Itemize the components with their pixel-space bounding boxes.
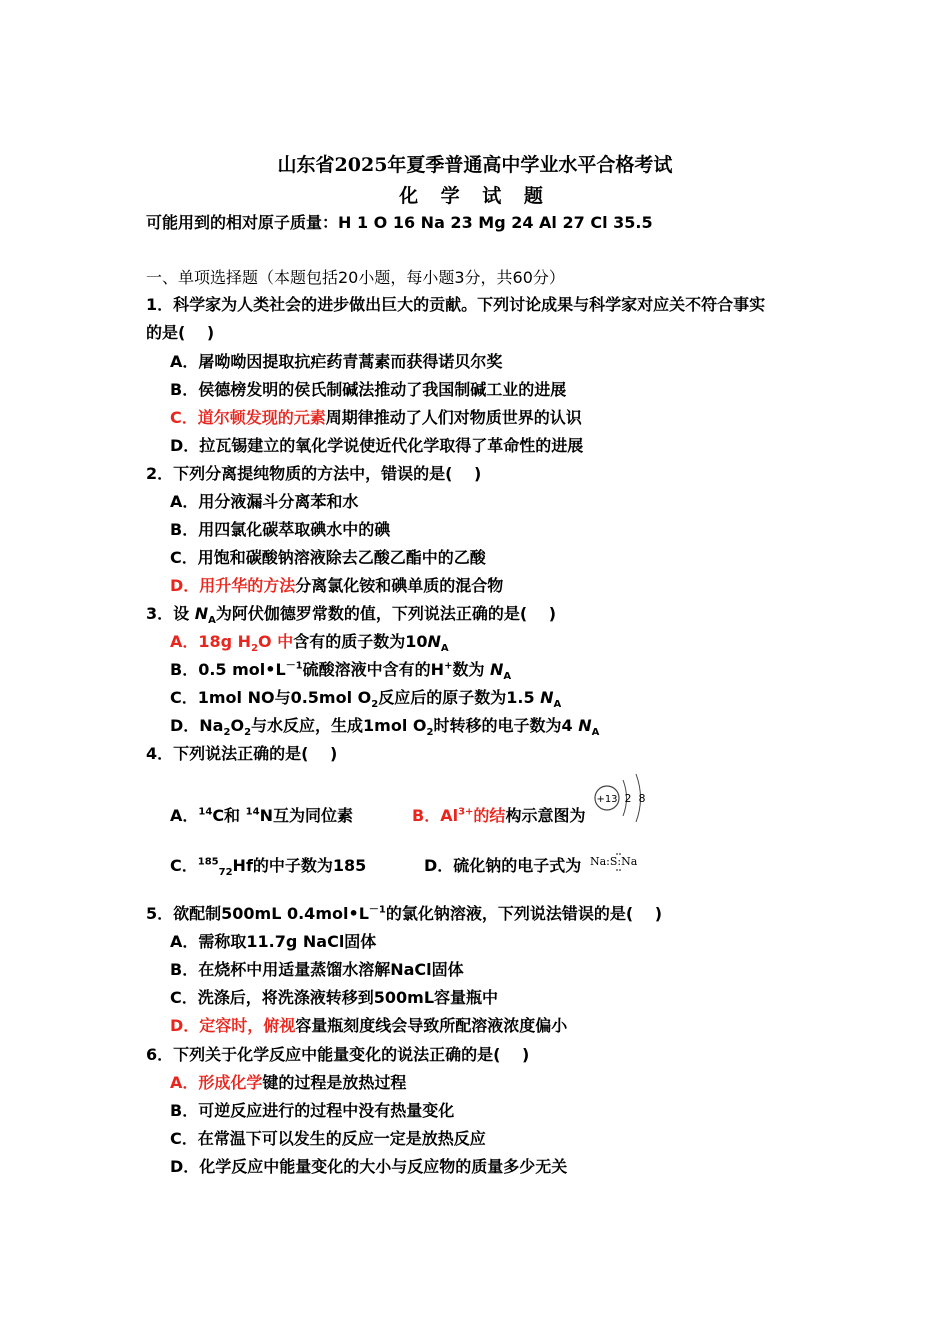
q3-c-part2: 反应后的原子数为1.5 <box>378 688 541 707</box>
al-ion-structure-diagram <box>592 770 652 826</box>
exam-subtitle: 化 学 试 题 <box>399 185 551 207</box>
q4-option-d: D．硫化钠的电子式为 <box>424 856 582 875</box>
q3-d-sub2: 2 <box>244 727 252 739</box>
exam-title: 山东省2025年夏季普通高中学业水平合格考试 <box>277 154 673 176</box>
q3-a-red-part1: A．18g H <box>170 632 252 651</box>
electron-dot <box>619 869 621 871</box>
q3-d-part3: 与水反应，生成1mol O <box>251 716 427 735</box>
q3-d-sub1: 2 <box>223 727 231 739</box>
q4-option-c <box>170 854 366 878</box>
q4-b-red2: 的结 <box>473 806 506 825</box>
q4-c-part2: Hf的中子数为185 <box>232 856 367 875</box>
q5-option-d-rest: 容量瓶刻度线会导致所配溶液浓度偏小 <box>295 1016 568 1035</box>
q4-option-b-highlight <box>412 806 505 825</box>
q4-b-rest: 构示意图为 <box>505 806 586 825</box>
na2s-electron-formula <box>588 850 650 874</box>
q1-option-c-highlight: C．道尔顿发现的元素 <box>170 408 326 427</box>
q4-b-red1: B．Al <box>412 806 459 825</box>
nucleus-charge: +13 <box>596 794 618 805</box>
q6-option-b: B．可逆反应进行的过程中没有热量变化 <box>170 1101 455 1120</box>
q3-stem <box>146 602 556 626</box>
q3-option-d <box>170 714 599 738</box>
electron-dot <box>619 853 621 855</box>
q2-option-d-rest: 分离氯化铵和碘单质的混合物 <box>295 576 504 595</box>
na-subscript: A <box>440 643 449 655</box>
q4-a-part2: C和 <box>212 806 246 825</box>
q6-option-d: D．化学反应中能量变化的大小与反应物的质量多少无关 <box>170 1157 568 1176</box>
q5-option-c: C．洗涤后，将洗涤液转移到500mL容量瓶中 <box>170 988 499 1007</box>
q3-option-b <box>170 658 511 682</box>
q3-a-red-sub: 2 <box>251 643 259 655</box>
na-symbol: N <box>490 660 504 679</box>
na2s-formula-text: Na:S:Na <box>590 855 638 868</box>
q3-a-red-part2: O 中 <box>258 632 294 651</box>
q3-d-part2: O <box>230 716 245 735</box>
q5-stem-sup: －1 <box>368 904 386 916</box>
q3-b-sup: －1 <box>285 660 303 672</box>
q3-b-part2: 硫酸溶液中含有的H <box>302 660 445 679</box>
q6-option-a-rest: 键的过程是放热过程 <box>262 1073 407 1092</box>
q3-a-rest: 含有的质子数为10 <box>293 632 428 651</box>
q2-option-a: A．用分液漏斗分离苯和水 <box>170 492 359 511</box>
q4-stem: 4．下列说法正确的是( ) <box>146 744 338 763</box>
q3-option-c <box>170 686 561 710</box>
q2-option-d <box>170 574 503 598</box>
q3-d-part1: D．Na <box>170 716 224 735</box>
q5-option-a: A．需称取11.7g NaCl固体 <box>170 932 377 951</box>
outer-shell-electrons: 8 <box>638 792 646 805</box>
q5-stem-part2: 的氯化钠溶液，下列说法错误的是( ) <box>385 904 663 923</box>
q3-b-part3: 数为 <box>452 660 491 679</box>
electron-dot <box>616 869 618 871</box>
q4-a-sup2: 14 <box>245 806 260 818</box>
q2-option-c: C．用饱和碳酸钠溶液除去乙酸乙酯中的乙酸 <box>170 548 486 567</box>
q3-option-a-highlight <box>170 632 294 655</box>
q6-option-a-highlight: A．形成化学 <box>170 1073 263 1092</box>
q3-stem-post: 为阿伏伽德罗常数的值，下列说法正确的是( ) <box>215 604 557 623</box>
q4-a-part3: N互为同位素 <box>259 806 353 825</box>
q4-b-red-sup: 3+ <box>458 806 474 818</box>
q2-option-d-highlight: D．用升华的方法 <box>170 576 296 595</box>
na-symbol: N <box>194 604 209 623</box>
q2-stem: 2．下列分离提纯物质的方法中，错误的是( ) <box>146 464 482 483</box>
q1-stem-line2: 的是( ) <box>146 323 215 342</box>
q1-option-d: D．拉瓦锡建立的氧化学说使近代化学取得了革命性的进展 <box>170 436 584 455</box>
q5-stem <box>146 902 662 926</box>
na-symbol: N <box>427 632 441 651</box>
q3-b-sup2: + <box>444 660 453 672</box>
q3-c-part1: C．1mol NO与0.5mol O <box>170 688 372 707</box>
q5-stem-part1: 5．欲配制500mL 0.4mol•L <box>146 904 369 923</box>
na-subscript: A <box>591 727 600 739</box>
q3-b-part1: B．0.5 mol•L <box>170 660 286 679</box>
q1-option-b: B．侯德榜发明的侯氏制碱法推动了我国制碱工业的进展 <box>170 380 567 399</box>
q3-c-sub: 2 <box>371 699 379 711</box>
q4-option-b <box>412 804 585 828</box>
na-subscript: A <box>553 699 562 711</box>
q4-a-part1: A． <box>170 806 199 825</box>
na-symbol: N <box>540 688 554 707</box>
q4-c-sup: 185 <box>197 856 219 868</box>
q1-stem-line1: 1．科学家为人类社会的进步做出巨大的贡献。下列讨论成果与科学家对应关不符合事实 <box>146 295 766 314</box>
q6-stem: 6．下列关于化学反应中能量变化的说法正确的是( ) <box>146 1045 530 1064</box>
q2-option-b: B．用四氯化碳萃取碘水中的碘 <box>170 520 391 539</box>
electron-dot <box>616 853 618 855</box>
q1-option-c <box>170 406 582 430</box>
na-subscript: A <box>503 671 512 683</box>
q4-c-part1: C． <box>170 856 198 875</box>
section-title: 一、单项选择题（本题包括20小题，每小题3分，共60分） <box>146 268 565 287</box>
q6-option-c: C．在常温下可以发生的反应一定是放热反应 <box>170 1129 486 1148</box>
inner-shell-electrons: 2 <box>624 792 632 805</box>
na-symbol: N <box>578 716 592 735</box>
q5-option-d <box>170 1014 567 1038</box>
atomic-masses: 可能用到的相对原子质量：H 1 O 16 Na 23 Mg 24 Al 27 Cl 35.5 <box>146 213 653 232</box>
q3-stem-pre: 3．设 <box>146 604 195 623</box>
q5-option-b: B．在烧杯中用适量蒸馏水溶解NaCl固体 <box>170 960 464 979</box>
na-subscript: A <box>208 615 216 627</box>
q4-option-a <box>170 804 353 828</box>
q4-c-sub: 72 <box>218 867 233 879</box>
q4-a-sup1: 14 <box>198 806 213 818</box>
q3-d-part4: 时转移的电子数为4 <box>433 716 579 735</box>
q3-option-a <box>170 630 449 654</box>
q5-option-d-highlight: D．定容时，俯视 <box>170 1016 296 1035</box>
q6-option-a <box>170 1071 406 1095</box>
q3-d-sub3: 2 <box>426 727 434 739</box>
q1-option-c-rest: 周期律推动了人们对物质世界的认识 <box>325 408 582 427</box>
q1-option-a: A．屠呦呦因提取抗疟药青蒿素而获得诺贝尔奖 <box>170 352 503 371</box>
